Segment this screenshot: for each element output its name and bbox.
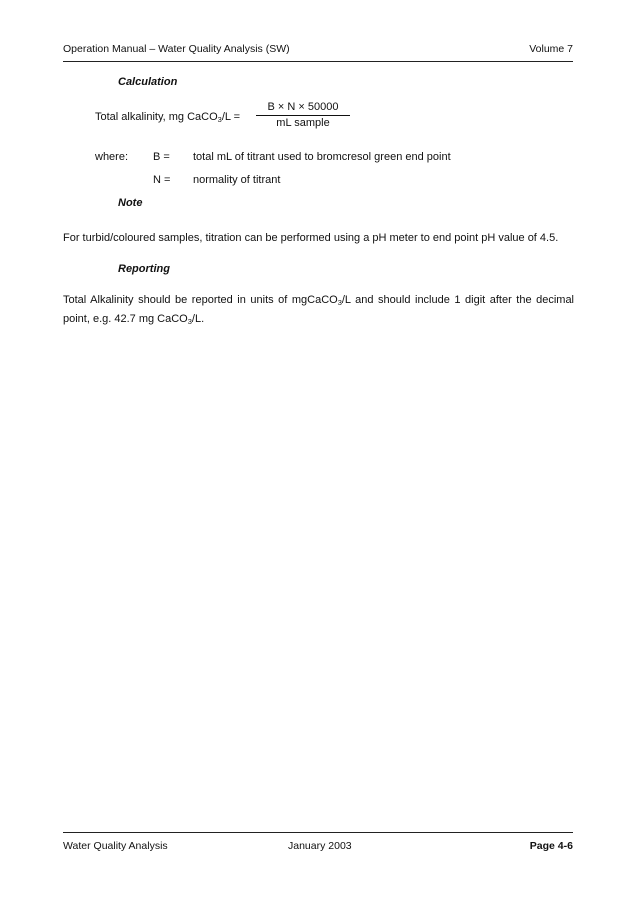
formula-lhs-sub: 3 (217, 115, 222, 124)
formula-fraction (256, 100, 350, 131)
header-rule (63, 61, 573, 62)
reporting-heading: Reporting (118, 263, 170, 275)
header-volume: Volume 7 (529, 43, 573, 55)
formula-lhs-suffix: /L = (221, 111, 241, 123)
where-symbol-b: B = (153, 151, 170, 163)
page-header (63, 43, 573, 56)
alkalinity-formula (95, 100, 395, 136)
formula-numerator: B × N × 50000 (267, 101, 339, 113)
note-heading: Note (118, 197, 143, 209)
reporting-text-c: /L. (191, 313, 205, 325)
header-title: Operation Manual – Water Quality Analysis (SW) (63, 43, 290, 55)
footer-left: Water Quality Analysis (63, 840, 168, 852)
where-definition-b: total mL of titrant used to bromcresol green end point (193, 151, 451, 163)
formula-lhs (95, 111, 240, 124)
note-text: For turbid/coloured samples, titration can be performed using a pH meter to end point pH value of 4.5. (63, 232, 559, 244)
reporting-sub-a: 3 (337, 298, 342, 307)
footer-date: January 2003 (288, 840, 352, 852)
formula-denominator: mL sample (276, 117, 330, 129)
footer-rule (63, 832, 573, 833)
where-label: where: (95, 151, 129, 163)
where-definition-n: normality of titrant (193, 174, 281, 186)
reporting-sub-b: 3 (187, 317, 192, 326)
reporting-text-a: Total Alkalinity should be reported in units of mgCaCO (63, 294, 338, 306)
reporting-text-b: /L and should include 1 digit after the decimal point, e.g. 42.7 mg CaCO (63, 294, 574, 325)
footer-page-number: Page 4-6 (529, 840, 573, 852)
reporting-text (63, 292, 574, 330)
where-symbol-n: N = (153, 174, 171, 186)
calculation-heading: Calculation (118, 76, 178, 88)
formula-lhs-prefix: Total alkalinity, mg CaCO (95, 111, 218, 123)
